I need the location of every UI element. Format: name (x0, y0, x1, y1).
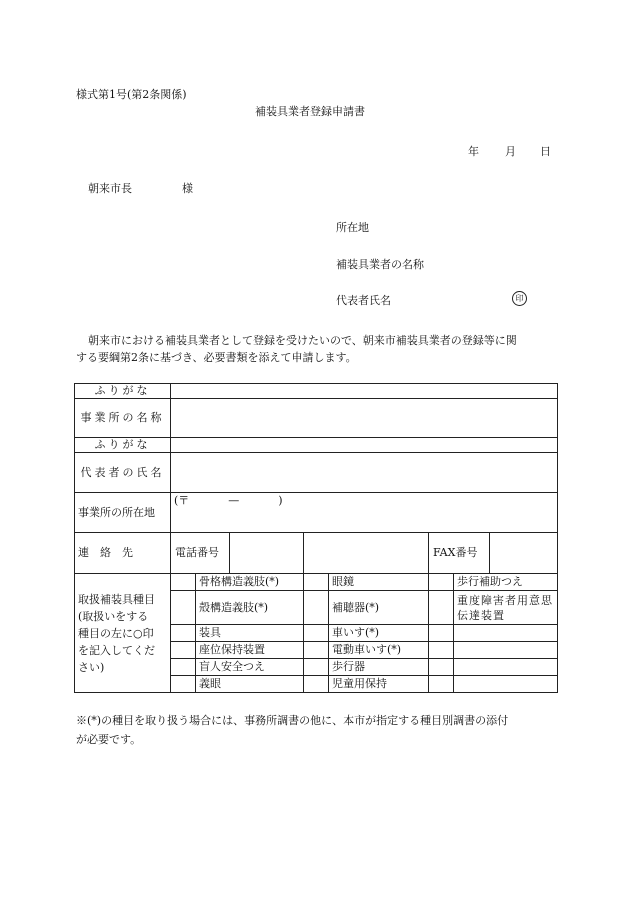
postal-close: ) (278, 494, 283, 507)
type-item: 骨格構造義肢(*) (196, 574, 304, 591)
type-item: 歩行補助つえ (454, 574, 558, 591)
mark-cell[interactable] (171, 642, 196, 659)
type-item: 義眼 (196, 676, 304, 693)
mark-cell[interactable] (304, 625, 329, 642)
type-item: 車いす(*) (329, 625, 429, 642)
mark-cell[interactable] (429, 625, 454, 642)
type-item (454, 625, 558, 642)
rep-name-label: 代表者の氏名 (75, 453, 171, 493)
phone-label: 電話番号 (171, 533, 230, 573)
mark-cell[interactable] (429, 574, 454, 591)
type-item: 座位保持装置 (196, 642, 304, 659)
office-address-label: 事業所の所在地 (75, 493, 171, 533)
seal-mark (512, 291, 527, 306)
form-number: 様式第1号(第2条関係) (76, 88, 187, 101)
types-label-line: を記入してくだ (78, 643, 155, 657)
mark-cell[interactable] (429, 591, 454, 625)
office-address-input[interactable] (171, 493, 558, 533)
type-item (454, 676, 558, 693)
mark-cell[interactable] (429, 642, 454, 659)
mark-cell[interactable] (171, 659, 196, 676)
representative-label: 代表者氏名 (336, 294, 391, 307)
body-text-line1: 朝来市における補装具業者として登録を受けたいので、朝来市補装具業者の登録等に関 (88, 334, 517, 347)
furigana-input-2[interactable] (171, 438, 558, 453)
address-label: 所在地 (336, 221, 369, 234)
body-text-line2: する要綱第2条に基づき、必要書類を添えて申請します。 (76, 351, 357, 364)
type-item: 装具 (196, 625, 304, 642)
postal-prefix: (〒 (174, 494, 190, 507)
mark-cell[interactable] (171, 574, 196, 591)
fax-cell (429, 533, 558, 574)
rep-name-input[interactable] (171, 453, 558, 493)
mark-cell[interactable] (304, 591, 329, 625)
mark-cell[interactable] (171, 591, 196, 625)
types-label-line: (取扱いをする (78, 609, 149, 623)
postal-dash: — (228, 494, 240, 507)
seal-icon: 印 (512, 291, 527, 306)
mark-cell[interactable] (429, 676, 454, 693)
date-month: 月 (505, 145, 516, 158)
mark-cell[interactable] (171, 625, 196, 642)
mark-cell[interactable] (304, 574, 329, 591)
date-day: 日 (540, 145, 551, 158)
types-label (75, 574, 171, 693)
type-item: 児童用保持 (329, 676, 429, 693)
mark-cell[interactable] (304, 676, 329, 693)
phone-cell (171, 533, 304, 574)
furigana-input-1[interactable] (171, 384, 558, 399)
type-item: 殻構造義肢(*) (196, 591, 304, 625)
mark-cell[interactable] (304, 659, 329, 676)
type-item: 盲人安全つえ (196, 659, 304, 676)
type-item: 眼鏡 (329, 574, 429, 591)
types-label-line: 取扱補装具種目 (78, 592, 155, 606)
furigana-label-1: ふりがな (75, 384, 171, 399)
type-item: 電動車いす(*) (329, 642, 429, 659)
office-name-input[interactable] (171, 399, 558, 438)
honorific: 様 (182, 182, 193, 195)
furigana-label-2: ふりがな (75, 438, 171, 453)
mark-cell[interactable] (304, 642, 329, 659)
note-line1: ※(*)の種目を取り扱う場合には、事務所調書の他に、本市が指定する種目別調書の添付 (76, 714, 509, 727)
types-label-line: 種目の左に○印 (78, 626, 154, 640)
company-name-label: 補装具業者の名称 (336, 258, 424, 271)
addressee: 朝来市長 (88, 182, 132, 195)
type-item: 補聴器(*) (329, 591, 429, 625)
contact-label: 連 絡 先 (75, 533, 171, 574)
date-year: 年 (468, 145, 479, 158)
mark-cell[interactable] (429, 659, 454, 676)
form-title: 補装具業者登録申請書 (255, 105, 365, 118)
type-item: 重度障害者用意思伝達装置 (454, 591, 558, 625)
phone-input-2[interactable] (304, 533, 429, 574)
type-item: 歩行器 (329, 659, 429, 676)
type-item (454, 642, 558, 659)
mark-cell[interactable] (171, 676, 196, 693)
office-name-label: 事業所の名称 (75, 399, 171, 438)
type-item (454, 659, 558, 676)
registration-table (74, 383, 558, 693)
fax-label: FAX番号 (429, 533, 490, 573)
types-label-line: さい) (78, 660, 105, 674)
note-line2: が必要です。 (76, 733, 142, 746)
